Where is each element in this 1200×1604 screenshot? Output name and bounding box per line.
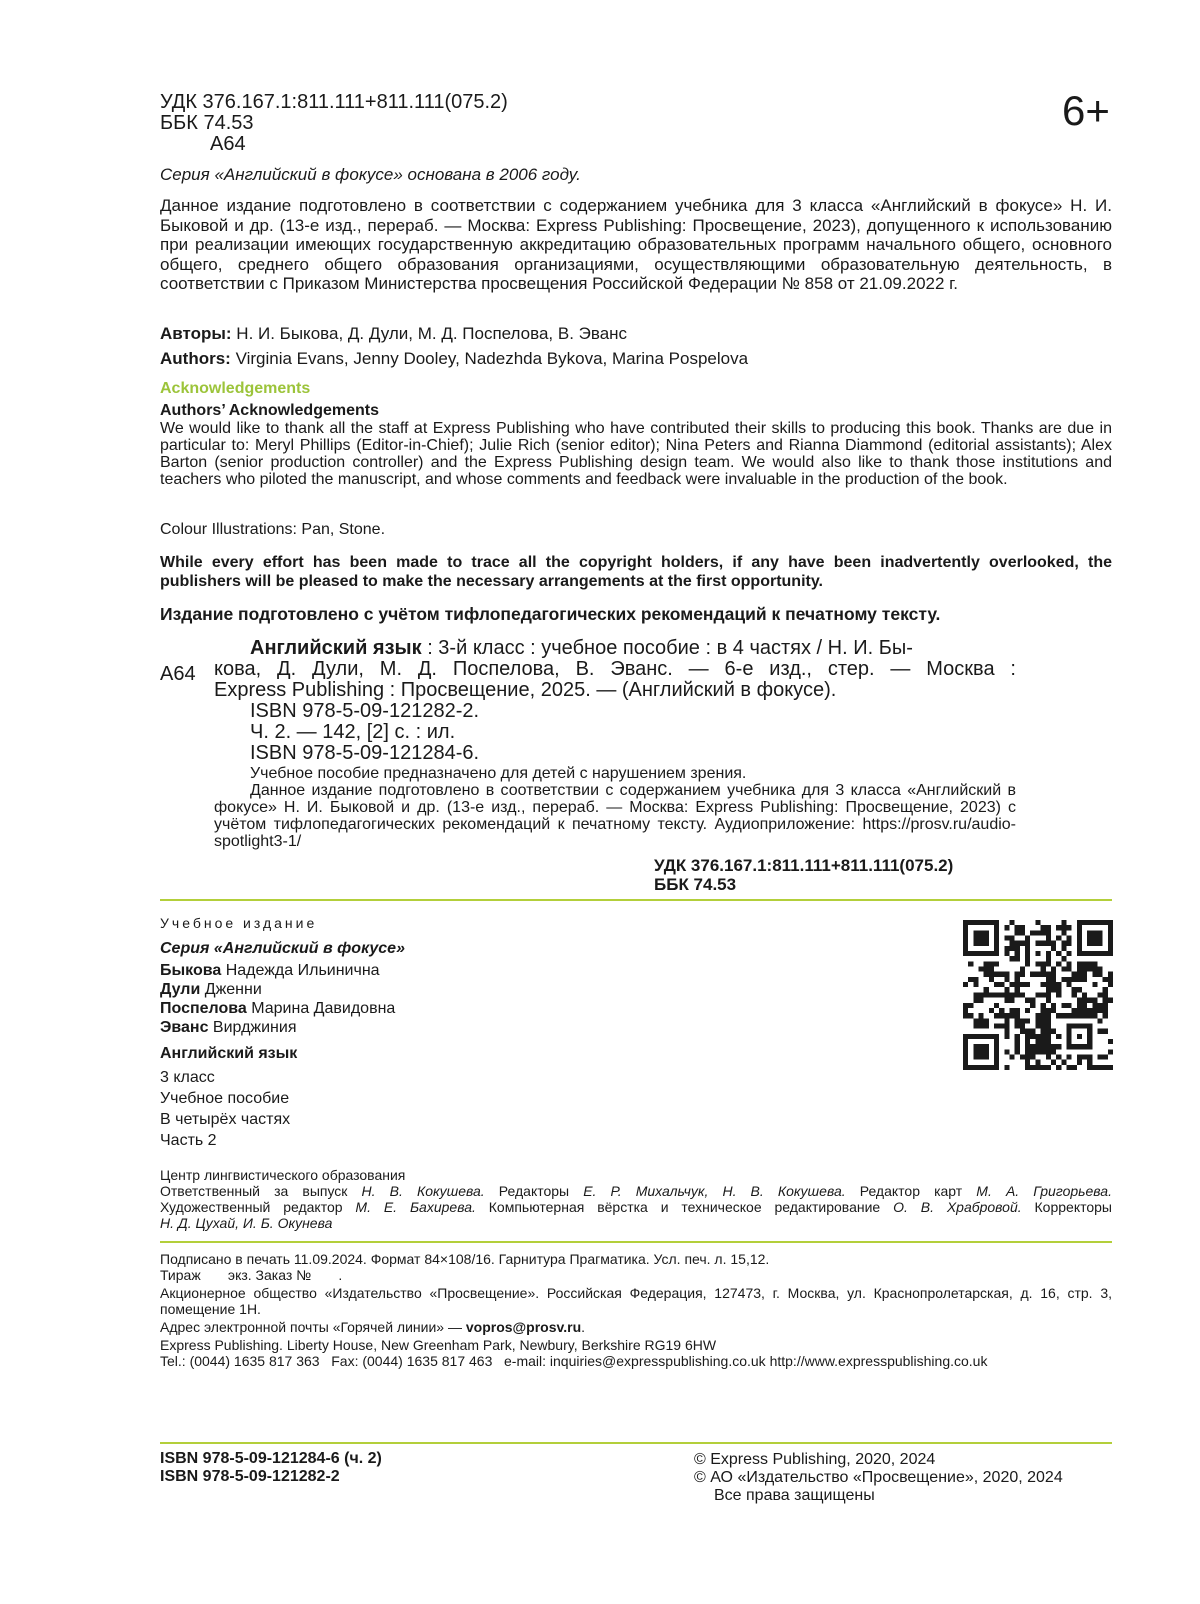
age-rating: 6+: [1062, 87, 1110, 134]
footer-copyright-1: © Express Publishing, 2020, 2024: [694, 1451, 936, 1468]
staff-center: Центр лингвистического образования: [160, 1167, 406, 1183]
hotline-label: Адрес электронной почты «Горячей линии» —: [160, 1319, 466, 1335]
acknowledgements-heading: Acknowledgements: [160, 380, 311, 397]
staff-role: Корректоры: [1021, 1199, 1112, 1215]
imprint-author: [160, 962, 395, 981]
catalog-line-1: [214, 638, 1016, 659]
staff-role: Редакторы: [484, 1183, 584, 1199]
divider-3: [160, 1442, 1112, 1444]
staff-person: О. В. Храбровой.: [893, 1199, 1022, 1215]
authors-en: [160, 349, 748, 369]
footer-isbn-part: ISBN 978-5-09-121284-6 (ч. 2): [160, 1450, 382, 1467]
staff-line-1: [160, 1183, 1112, 1199]
author-surname: Эванс: [160, 1019, 209, 1036]
divider-2: [160, 1241, 1112, 1243]
staff-block: [160, 1167, 1112, 1231]
author-name: Вирджиния: [212, 1019, 297, 1036]
edition-type: Учебное издание: [160, 915, 318, 931]
imprint-author: [160, 1019, 395, 1038]
express-address: Express Publishing. Liberty House, New Greenham Park, Newbury, Berkshire RG19 6HW: [160, 1337, 717, 1353]
staff-role: Ответственный за выпуск: [160, 1183, 362, 1199]
catalog-annotation: [214, 765, 1016, 850]
catalog-isbn-set: ISBN 978-5-09-121282-2.: [250, 700, 480, 722]
authors-ru: [160, 324, 627, 344]
footer-isbn-set: ISBN 978-5-09-121282-2: [160, 1468, 340, 1485]
catalog-bbk: ББК 74.53: [654, 875, 737, 894]
staff-person: М. Е. Бахирева.: [355, 1199, 476, 1215]
staff-person: М. А. Григорьева.: [976, 1183, 1112, 1199]
header-udk: УДК 376.167.1:811.111+811.111(075.2): [160, 91, 508, 113]
imprint-book-type: Учебное пособие: [160, 1090, 290, 1107]
divider-1: [160, 899, 1112, 901]
catalog-title: Английский язык: [250, 637, 422, 659]
catalog-line-3: Express Publishing : Просвещение, 2025. — (Английский в фокусе).: [214, 679, 837, 701]
footer-rights: Все права защищены: [714, 1487, 875, 1504]
acknowledgements-subheading: Authors’ Acknowledgements: [160, 402, 379, 419]
author-surname: Дули: [160, 981, 201, 998]
imprint-grade: 3 класс: [160, 1069, 215, 1086]
hotline-email[interactable]: vopros@prosv.ru: [465, 1319, 582, 1335]
author-surname: Поспелова: [160, 1000, 247, 1017]
illustrations-credit: Colour Illustrations: Pan, Stone.: [160, 521, 386, 538]
print-publisher: Акционерное общество «Издательство «Просвещение». Российская Федерация, 127473, г. Москва, ул. Краснопролетарская, д. 16, стр. 3, помещение 1Н.: [160, 1285, 1112, 1317]
intro-paragraph: Данное издание подготовлено в соответствии с содержанием учебника для 3 класса «Английский в фокусе» Н. И. Быковой и др. (13-е изд., перераб. — Москва: Express Publishing: Просвещение, 2023), допущенного к использованию при реализации имеющих государственную аккредитацию образовательных программ начального общего, основного общего, среднего общего образования организациями, осуществляющими образовательную деятельность, в соответствии с Приказом Министерства просвещения Российской Федерации № 858 от 21.09.2022 г.: [160, 196, 1112, 293]
staff-role: Редактор карт: [845, 1183, 977, 1199]
catalog-isbn-part: ISBN 978-5-09-121284-6.: [250, 742, 480, 764]
staff-role: Компьютерная вёрстка и техническое редактирование: [475, 1199, 894, 1215]
copyright-notice: While every effort has been made to trace all the copyright holders, if any have been inadvertently overlooked, the publishers will be pleased to make the necessary arrangements at the first opportunity.: [160, 554, 1112, 590]
express-contacts: Tel.: (0044) 1635 817 363 Fax: (0044) 1635 817 463 e-mail: inquiries@expresspublishing.co.uk http://www.expresspublishing.co.uk: [160, 1353, 988, 1369]
imprint-parts: В четырёх частях: [160, 1111, 291, 1128]
header-author-sign: А64: [210, 133, 246, 155]
catalog-part: Ч. 2. — 142, [2] с. : ил.: [250, 721, 456, 743]
staff-line-2: [160, 1199, 1112, 1215]
acknowledgements-text: We would like to thank all the staff at Express Publishing who have contributed their skills to producing this book. Thanks are due in particular to: Meryl Phillips (Editor-in-Chief); Julie Rich (senior editor); Nina Peters and Rianna Diammond (editorial assistants); Alex Barton (senior production controller) and the Express Publishing design team. We would also like to thank those institutions and teachers who piloted the manuscript, and whose comments and feedback were invaluable in the production of the book.: [160, 420, 1112, 488]
imprint-author: [160, 1000, 395, 1019]
print-info: [160, 1251, 1112, 1369]
authors-ru-label: Авторы:: [160, 324, 232, 343]
author-name: Дженни: [204, 981, 262, 998]
header-bbk: ББК 74.53: [160, 112, 254, 134]
catalog-line-1-rest: : 3-й класс : учебное пособие : в 4 частях / Н. И. Бы-: [421, 637, 913, 659]
catalog-line-2: кова, Д. Дули, М. Д. Поспелова, В. Эванс. — 6-е изд., стер. — Москва :: [214, 658, 1016, 680]
print-hotline: [160, 1319, 1112, 1335]
authors-ru-names: Н. И. Быкова, Д. Дули, М. Д. Поспелова, В. Эванс: [236, 324, 628, 343]
qr-code-icon: [963, 920, 1113, 1070]
footer-copyright-2: © АО «Издательство «Просвещение», 2020, 2024: [694, 1469, 1063, 1486]
print-signed: Подписано в печать 11.09.2024. Формат 84×108/16. Гарнитура Прагматика. Усл. печ. л. 15,12.: [160, 1251, 770, 1267]
series-note: Серия «Английский в фокусе» основана в 2006 году.: [160, 165, 581, 184]
annotation-2: Данное издание подготовлено в соответствии с содержанием учебника для 3 класса «Английский в фокусе» Н. И. Быковой и др. (13-е изд., перераб. — Москва: Express Publishing: Просвещение, 2023) с учётом тифлопедагогических рекомендаций к печатному тексту. Аудиоприложение: https://prosv.ru/audio-spotlight3-1/: [214, 782, 1016, 850]
annotation-1: Учебное пособие предназначено для детей с нарушением зрения.: [250, 765, 747, 782]
authors-en-names: Virginia Evans, Jenny Dooley, Nadezhda Bykova, Marina Pospelova: [235, 349, 749, 368]
catalog-udk: УДК 376.167.1:811.111+811.111(075.2): [654, 856, 954, 875]
staff-person: Н. В. Кокушева.: [361, 1183, 485, 1199]
imprint-series: Серия «Английский в фокусе»: [160, 940, 405, 957]
typhlo-notice: Издание подготовлено с учётом тифлопедагогических рекомендаций к печатному тексту.: [160, 604, 941, 624]
author-surname: Быкова: [160, 962, 222, 979]
staff-role: Художественный редактор: [160, 1199, 356, 1215]
staff-line-3: Н. Д. Цухай, И. Б. Окунева: [160, 1215, 333, 1231]
authors-en-label: Authors:: [160, 349, 231, 368]
imprint-subject: Английский язык: [160, 1045, 298, 1062]
catalog-card: [214, 638, 1016, 764]
imprint-authors: [160, 962, 395, 1038]
staff-person: Е. Р. Михальчук, Н. В. Кокушева.: [583, 1183, 846, 1199]
print-run: Тираж экз. Заказ № .: [160, 1267, 343, 1283]
author-name: Марина Давидовна: [251, 1000, 396, 1017]
imprint-author: [160, 981, 395, 1000]
author-name: Надежда Ильинична: [225, 962, 380, 979]
imprint-part: Часть 2: [160, 1132, 217, 1149]
catalog-sign: А64: [160, 663, 196, 685]
hotline-end: .: [581, 1319, 586, 1335]
